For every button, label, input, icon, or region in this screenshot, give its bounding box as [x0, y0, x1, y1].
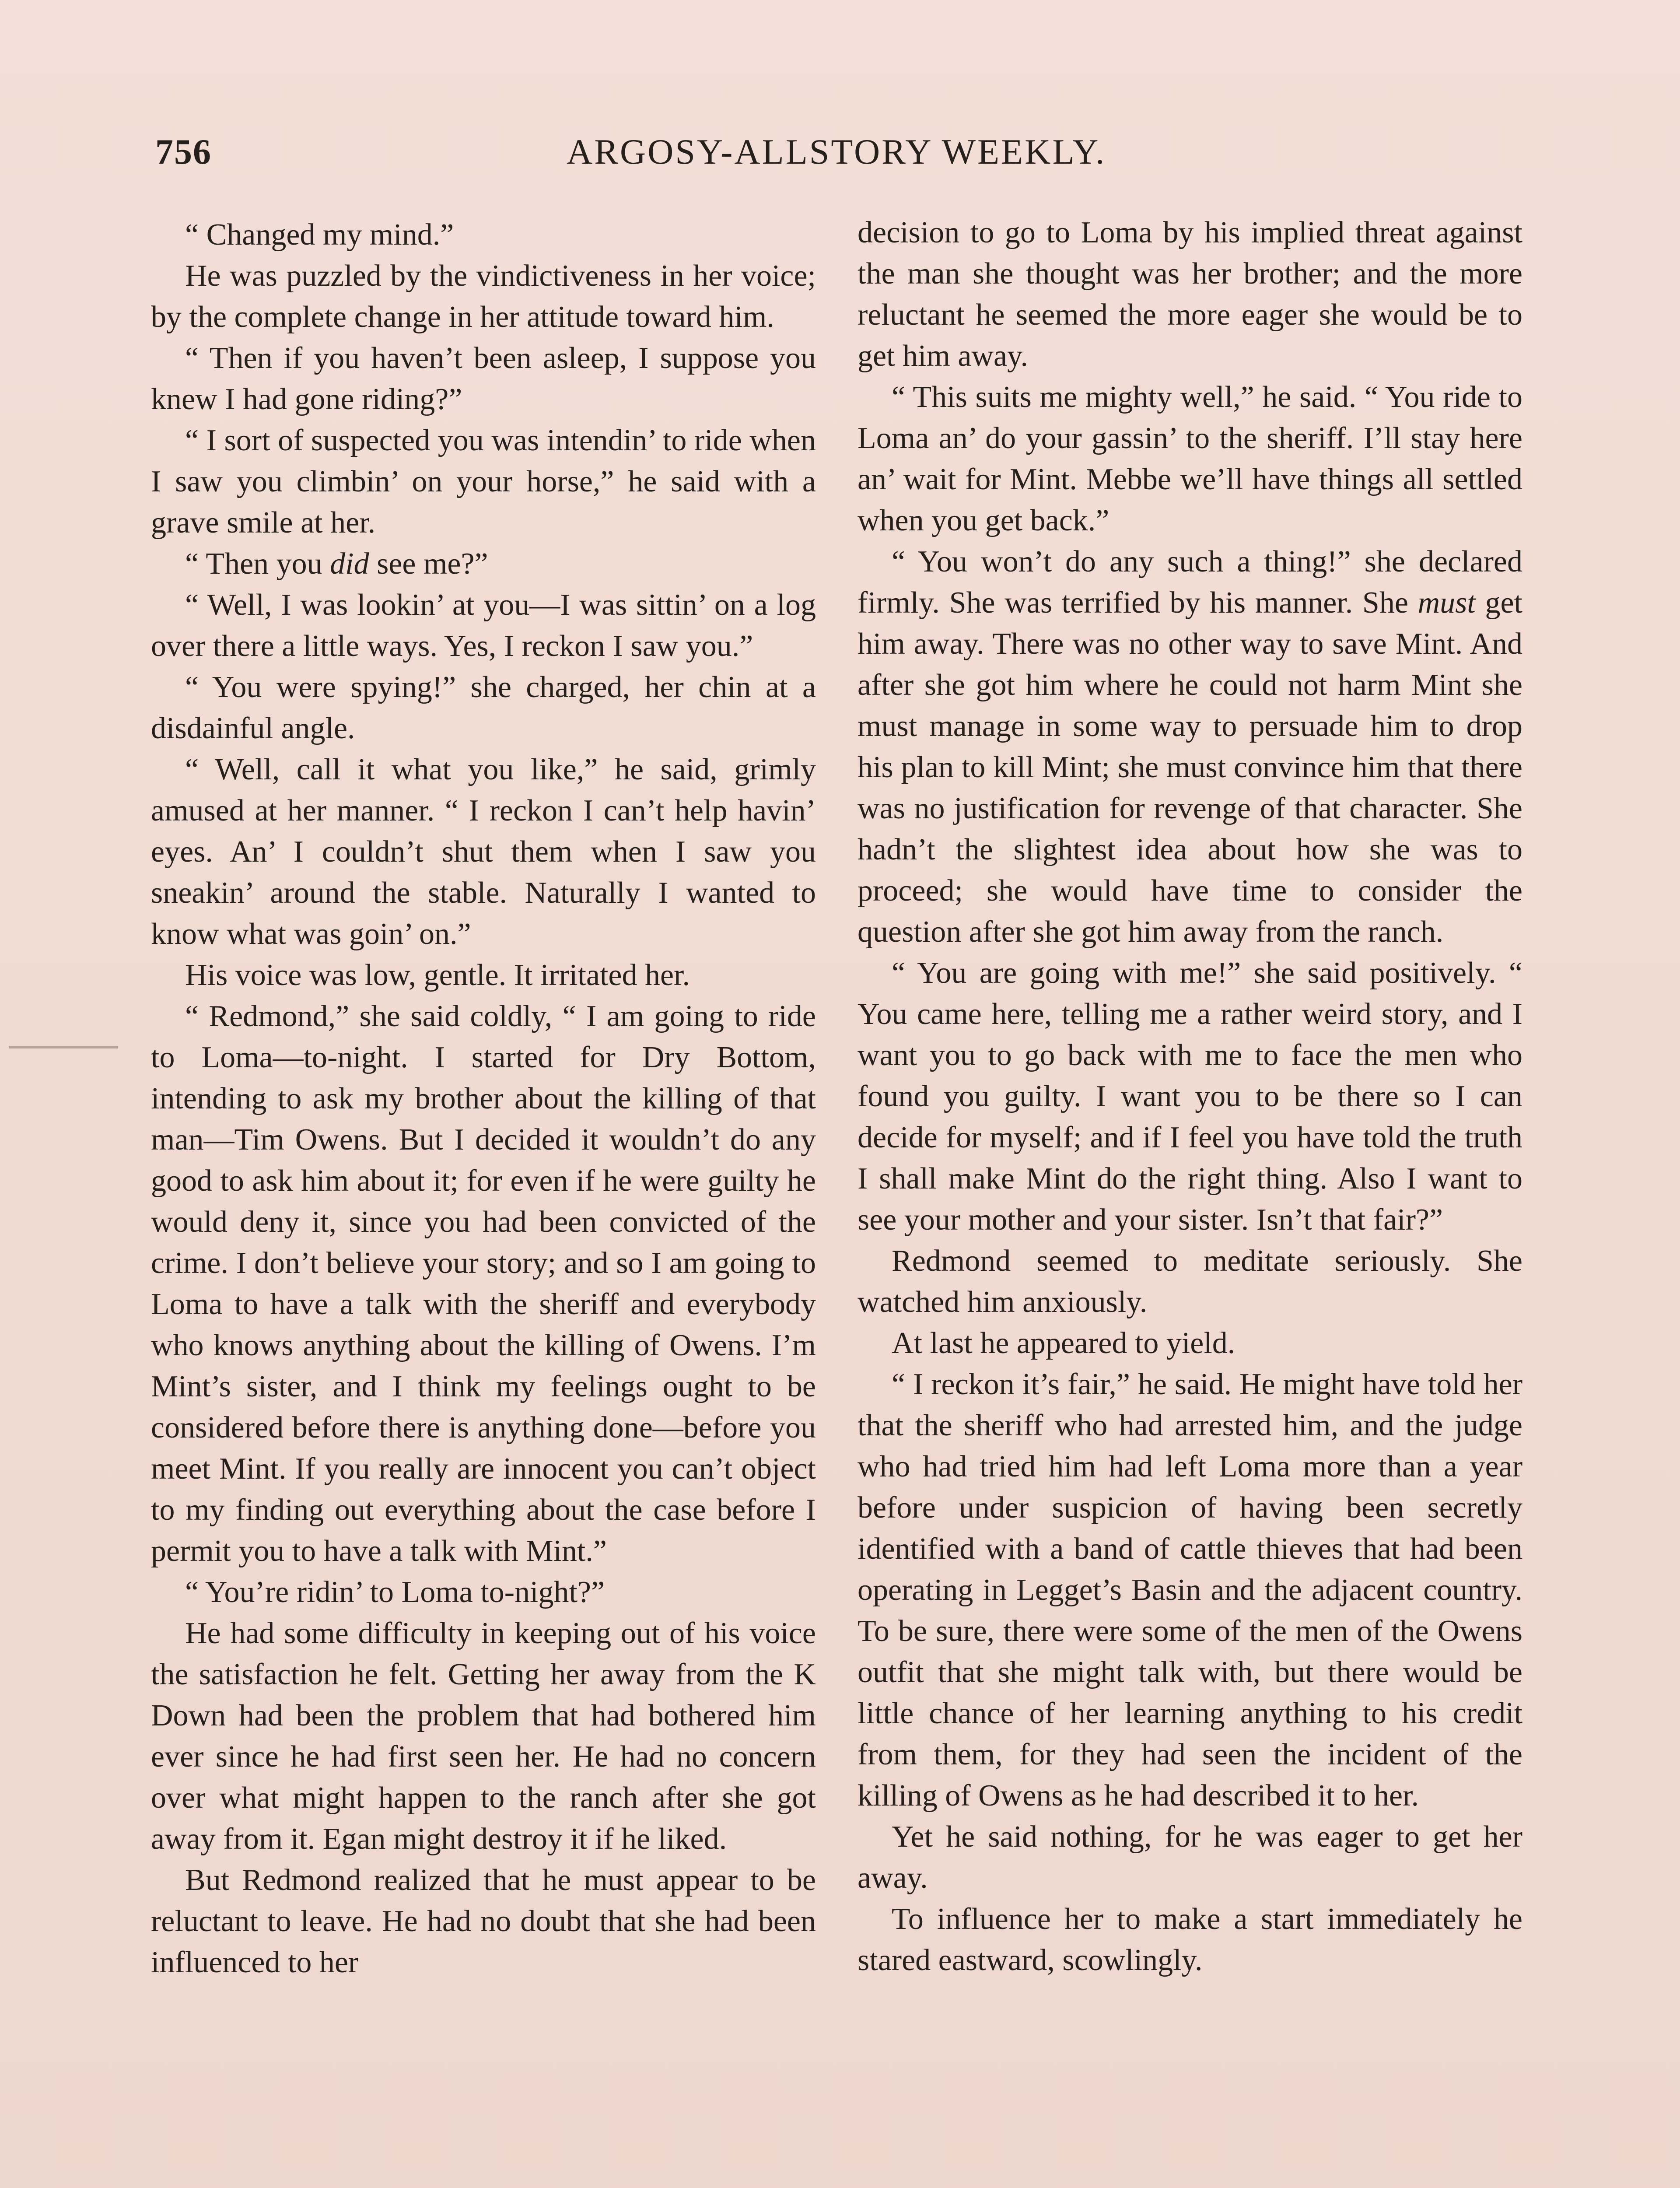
emphasis: did — [330, 547, 369, 581]
paragraph: “ Well, call it what you like,” he said, grimly amused at her manner. “ I reckon I can’t help havin’ eyes. An’ I couldn’t shut them when I saw you sneakin’ around the stable. Naturally I wanted to know what was goin’ on.” — [151, 753, 816, 951]
paragraph: He had some difficulty in keeping out of his voice the satisfaction he felt. Getting her away from the K Down had been the problem that had bothered him ever since he had first seen her. He had no concern over what might happen to the ranch after she got away from it. Egan might destroy it if he liked. — [151, 1616, 816, 1856]
fold-mark — [9, 1046, 118, 1048]
paragraph: He was puzzled by the vindictiveness in her voice; by the complete change in her attitude toward him. — [151, 259, 816, 334]
right-column — [858, 212, 1522, 1981]
paragraph: “ You are going with me!” she said positively. “ You came here, telling me a rather weird story, and I want you to go back with me to face the men who found you guilty. I want you to be there so I can decide for myself; and if I feel you have told the truth I shall make Mint do the right thing. Also I want to see your mother and your sister. Isn’t that fair?” — [858, 956, 1522, 1237]
paragraph: At last he appeared to yield. — [892, 1326, 1236, 1360]
paragraph: “ You were spying!” she charged, her chin at a disdainful angle. — [151, 670, 816, 745]
paragraph: “ Well, I was lookin’ at you—I was sittin’ on a log over there a little ways. Yes, I reckon I saw you.” — [151, 588, 816, 663]
paragraph: “ I reckon it’s fair,” he said. He might have told her that the sheriff who had arrested him, and the judge who had tried him had left Loma more than a year before under suspicion of having been secretly identified with a band of cattle thieves that had been operating in Legget’s Basin and the adjacent country. To be sure, there were some of the men of the Owens outfit that she might talk with, but there would be little chance of her learning anything to his credit from them, for they had seen the incident of the killing of Owens as he had described it to her. — [858, 1368, 1522, 1813]
left-column — [151, 214, 816, 1983]
paragraph: “ This suits me mighty well,” he said. “ You ride to Loma an’ do your gassin’ to the sheriff. I’ll stay here an’ wait for Mint. Mebbe we’ll have things all settled when you get back.” — [858, 380, 1522, 537]
page-header — [155, 131, 1512, 184]
paragraph: Yet he said nothing, for he was eager to get her away. — [858, 1820, 1522, 1895]
paragraph: “ Then if you haven’t been asleep, I suppose you knew I had gone riding?” — [151, 341, 816, 416]
paragraph: “ Changed my mind.” — [185, 218, 454, 252]
paragraph: To influence her to make a start immediately he stared eastward, scowlingly. — [858, 1902, 1522, 1977]
paragraph: Redmond seemed to meditate seriously. She watched him anxiously. — [858, 1244, 1522, 1319]
page-number: 756 — [155, 132, 212, 172]
emphasis: must — [1418, 586, 1476, 620]
paragraph: “ You’re ridin’ to Loma to-night?” — [185, 1575, 605, 1609]
paragraph: “ Redmond,” she said coldly, “ I am going to ride to Loma—to-night. I started for Dry Bottom, intending to ask my brother about the killing of that man—Tim Owens. But I decided it wouldn’t do any good to ask him about it; for even if he were guilty he would deny it, since you had been convicted of the crime. I don’t believe your story; and so I am going to Loma to have a talk with the sheriff and everybody who knows anything about the killing of Owens. I’m Mint’s sister, and I think my feelings ought to be considered before there is anything done—before you meet Mint. If you really are innocent you can’t object to my finding out everything about the case before I permit you to have a talk with Mint.” — [151, 999, 816, 1568]
paragraph: His voice was low, gentle. It irritated her. — [185, 958, 690, 992]
paragraph: “ I sort of suspected you was intendin’ to ride when I saw you climbin’ on your horse,” he said with a grave smile at her. — [151, 424, 816, 540]
running-title: ARGOSY-ALLSTORY WEEKLY. — [567, 132, 1106, 172]
paragraph-continued: decision to go to Loma by his implied threat against the man she thought was her brother; and the more reluctant he seemed the more eager she would be to get him away. — [858, 216, 1522, 373]
paragraph: “ You won’t do any such a thing!” she declared firmly. She was terrified by his manner. She must get him away. There was no other way to save Mint. And after she got him where he could not harm Mint she must manage in some way to persuade him to drop his plan to kill Mint; she must convince him that there was no justification for revenge of that character. She hadn’t the slightest idea about how she was to proceed; she would have time to consider the question after she got him away from the ranch. — [858, 545, 1522, 949]
paragraph: But Redmond realized that he must appear to be reluctant to leave. He had no doubt that she had been influenced to her — [151, 1863, 816, 1979]
paragraph: “ Then you did see me?” — [185, 547, 488, 581]
